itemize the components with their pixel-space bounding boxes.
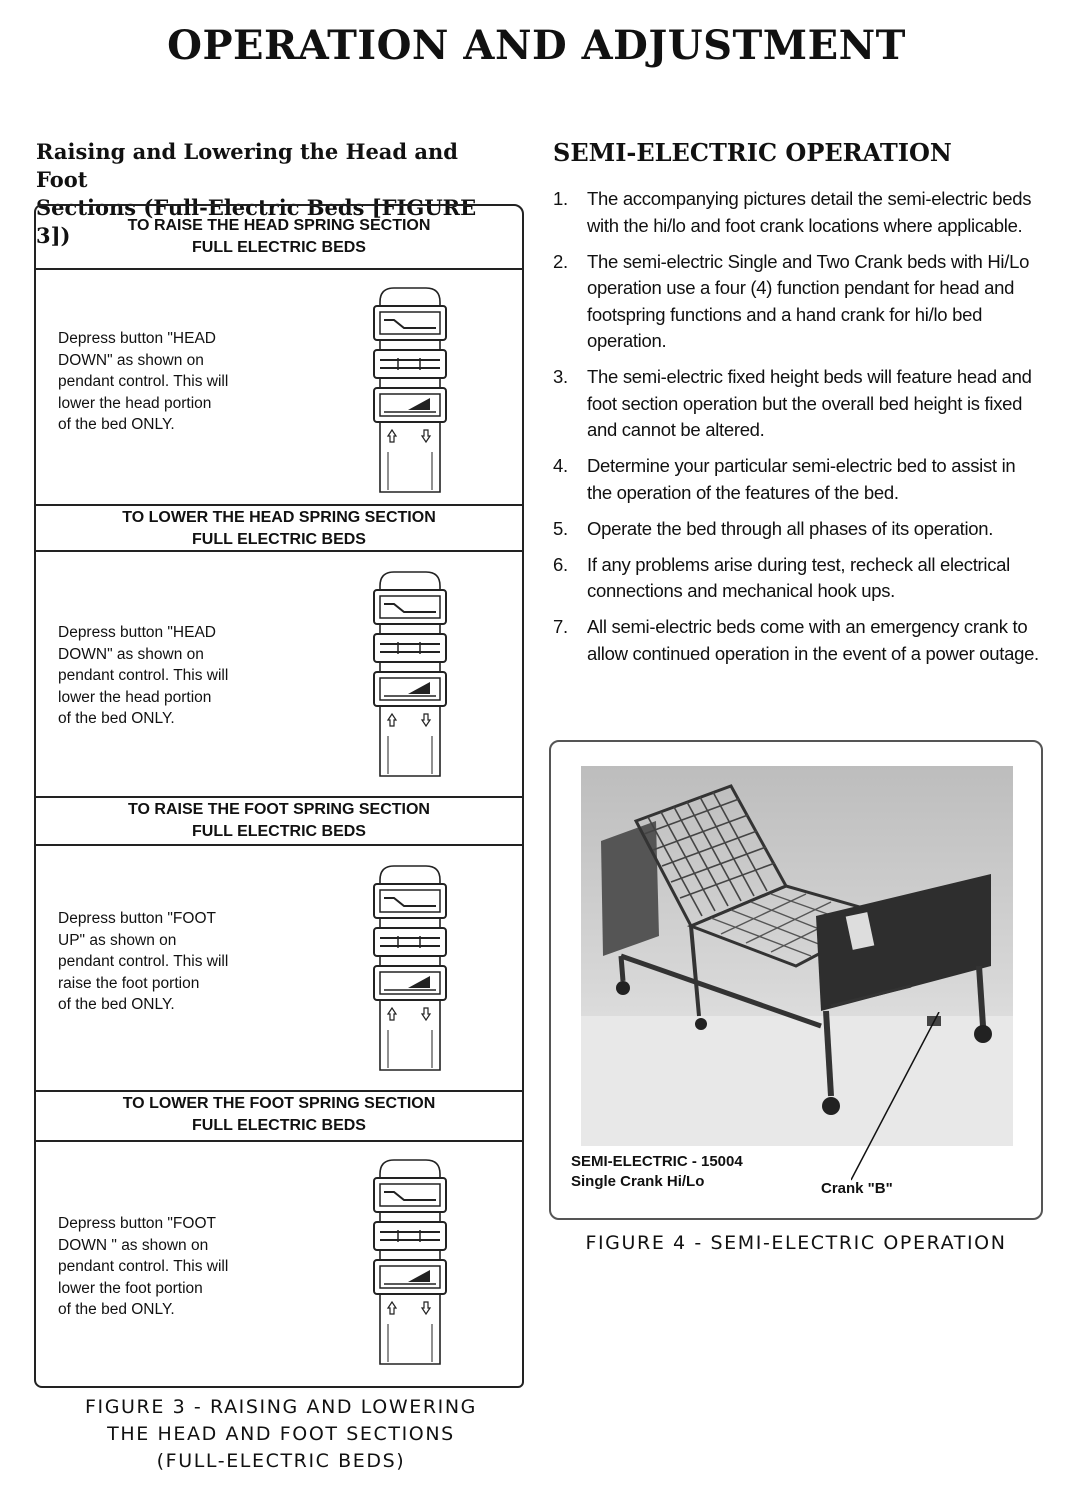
list-item [553,364,1043,444]
caption-line: (FULL-ELECTRIC BEDS) [156,1450,406,1472]
section-header-line-1: TO RAISE THE FOOT SPRING SECTION [128,801,430,818]
text-line: Depress button "FOOT [58,1215,216,1232]
section-header-lower-head [36,504,522,552]
text-line: DOWN" as shown on [58,645,204,663]
left-heading-line-1: Raising and Lowering the Head and Foot [36,139,458,192]
figure-4-panel [549,740,1043,1220]
left-heading-line-2: Sections (Full-Electric Beds [FIGURE 3]) [36,195,477,248]
list-item [553,614,1043,667]
section-text-raise-foot [58,908,298,1016]
step-text: All semi-electric beds come with an emergency crank to allow continued operation in the event of a power outage. [587,616,1039,664]
text-line: pendant control. This will [58,667,229,684]
step-number: 1. [553,188,568,209]
section-header-raise-head [36,214,522,270]
list-item [553,186,1043,239]
text-line: pendant control. This will [58,953,229,970]
step-text: The semi-electric fixed height beds will feature head and foot section operation but the overall bed height is fixed and cannot be altered. [587,366,1032,440]
text-line: of the bed ONLY. [58,710,175,727]
text-line: Depress button "FOOT [58,910,216,927]
section-text-raise-head [58,328,298,436]
text-line: of the bed ONLY. [58,996,175,1013]
text-line: Depress button "HEAD [58,330,216,347]
section-header-line-1: TO LOWER THE FOOT SPRING SECTION [122,1095,436,1112]
step-number: 2. [553,250,568,272]
step-number: 7. [553,616,568,637]
photo-caption [571,1152,743,1192]
text-line: DOWN " as shown on [58,1236,209,1254]
section-text-lower-foot [58,1213,298,1321]
step-text: The accompanying pictures detail the semi-electric beds with the hi/lo and foot crank locations where applicable. [587,188,1032,236]
crank-pointer-line [851,1012,991,1182]
text-line: lower the foot portion [58,1279,203,1297]
step-number: 3. [553,366,568,387]
figure-3-panel [34,204,524,1388]
caption-line: FIGURE 3 - RAISING AND LOWERING [85,1396,477,1418]
photo-caption-line-2: Single Crank Hi/Lo [571,1173,705,1190]
section-header-line-2: FULL ELECTRIC BEDS [192,1117,366,1134]
text-line: lower the head portion [58,688,212,706]
figure-3-caption [36,1394,526,1475]
steps-list [553,186,1043,677]
section-header-line-2: FULL ELECTRIC BEDS [192,531,366,548]
section-header-line-2: FULL ELECTRIC BEDS [192,239,366,256]
page-title: OPERATION AND ADJUSTMENT [167,22,906,69]
step-number: 6. [553,553,568,575]
text-line: of the bed ONLY. [58,416,175,433]
step-text: Determine your particular semi-electric bed to assist in the operation of the features of the bed. [587,455,1016,503]
list-item [553,552,1043,605]
step-text: Operate the bed through all phases of its operation. [587,517,994,539]
pendant-control-icon [370,284,450,496]
text-line: Depress button "HEAD [58,624,216,641]
semi-electric-heading: SEMI-ELECTRIC OPERATION [553,138,952,167]
photo-caption-line-1: SEMI-ELECTRIC - 15004 [571,1153,743,1170]
list-item [553,249,1043,355]
text-line: lower the head portion [58,394,212,412]
section-header-line-2: FULL ELECTRIC BEDS [192,823,366,840]
section-header-line-1: TO RAISE THE HEAD SPRING SECTION [127,217,431,234]
list-item [553,516,1043,543]
list-item [553,453,1043,506]
text-line: pendant control. This will [58,1258,229,1275]
crank-label: Crank "B" [821,1180,893,1197]
text-line: of the bed ONLY. [58,1301,175,1318]
pendant-control-icon [370,568,450,780]
section-text-lower-head [58,622,298,730]
text-line: pendant control. This will [58,373,229,390]
section-header-lower-foot [36,1090,522,1142]
pendant-control-icon [370,1156,450,1368]
pendant-control-icon [370,862,450,1074]
step-text: If any problems arise during test, recheck all electrical connections and mechanical hook ups. [587,553,1010,601]
step-text: The semi-electric Single and Two Crank beds with Hi/Lo operation use a four (4) function pendant for head and footspring functions and a hand crank for hi/lo bed operation. [587,250,1030,351]
step-number: 5. [553,517,568,539]
section-header-line-1: TO LOWER THE HEAD SPRING SECTION [122,509,436,526]
section-header-raise-foot [36,796,522,846]
text-line: DOWN" as shown on [58,351,204,369]
text-line: raise the foot portion [58,974,200,992]
text-line: UP" as shown on [58,931,177,949]
step-number: 4. [553,455,568,476]
caption-line: THE HEAD AND FOOT SECTIONS [107,1423,455,1445]
figure-4-caption: FIGURE 4 - SEMI-ELECTRIC OPERATION [585,1232,1007,1254]
